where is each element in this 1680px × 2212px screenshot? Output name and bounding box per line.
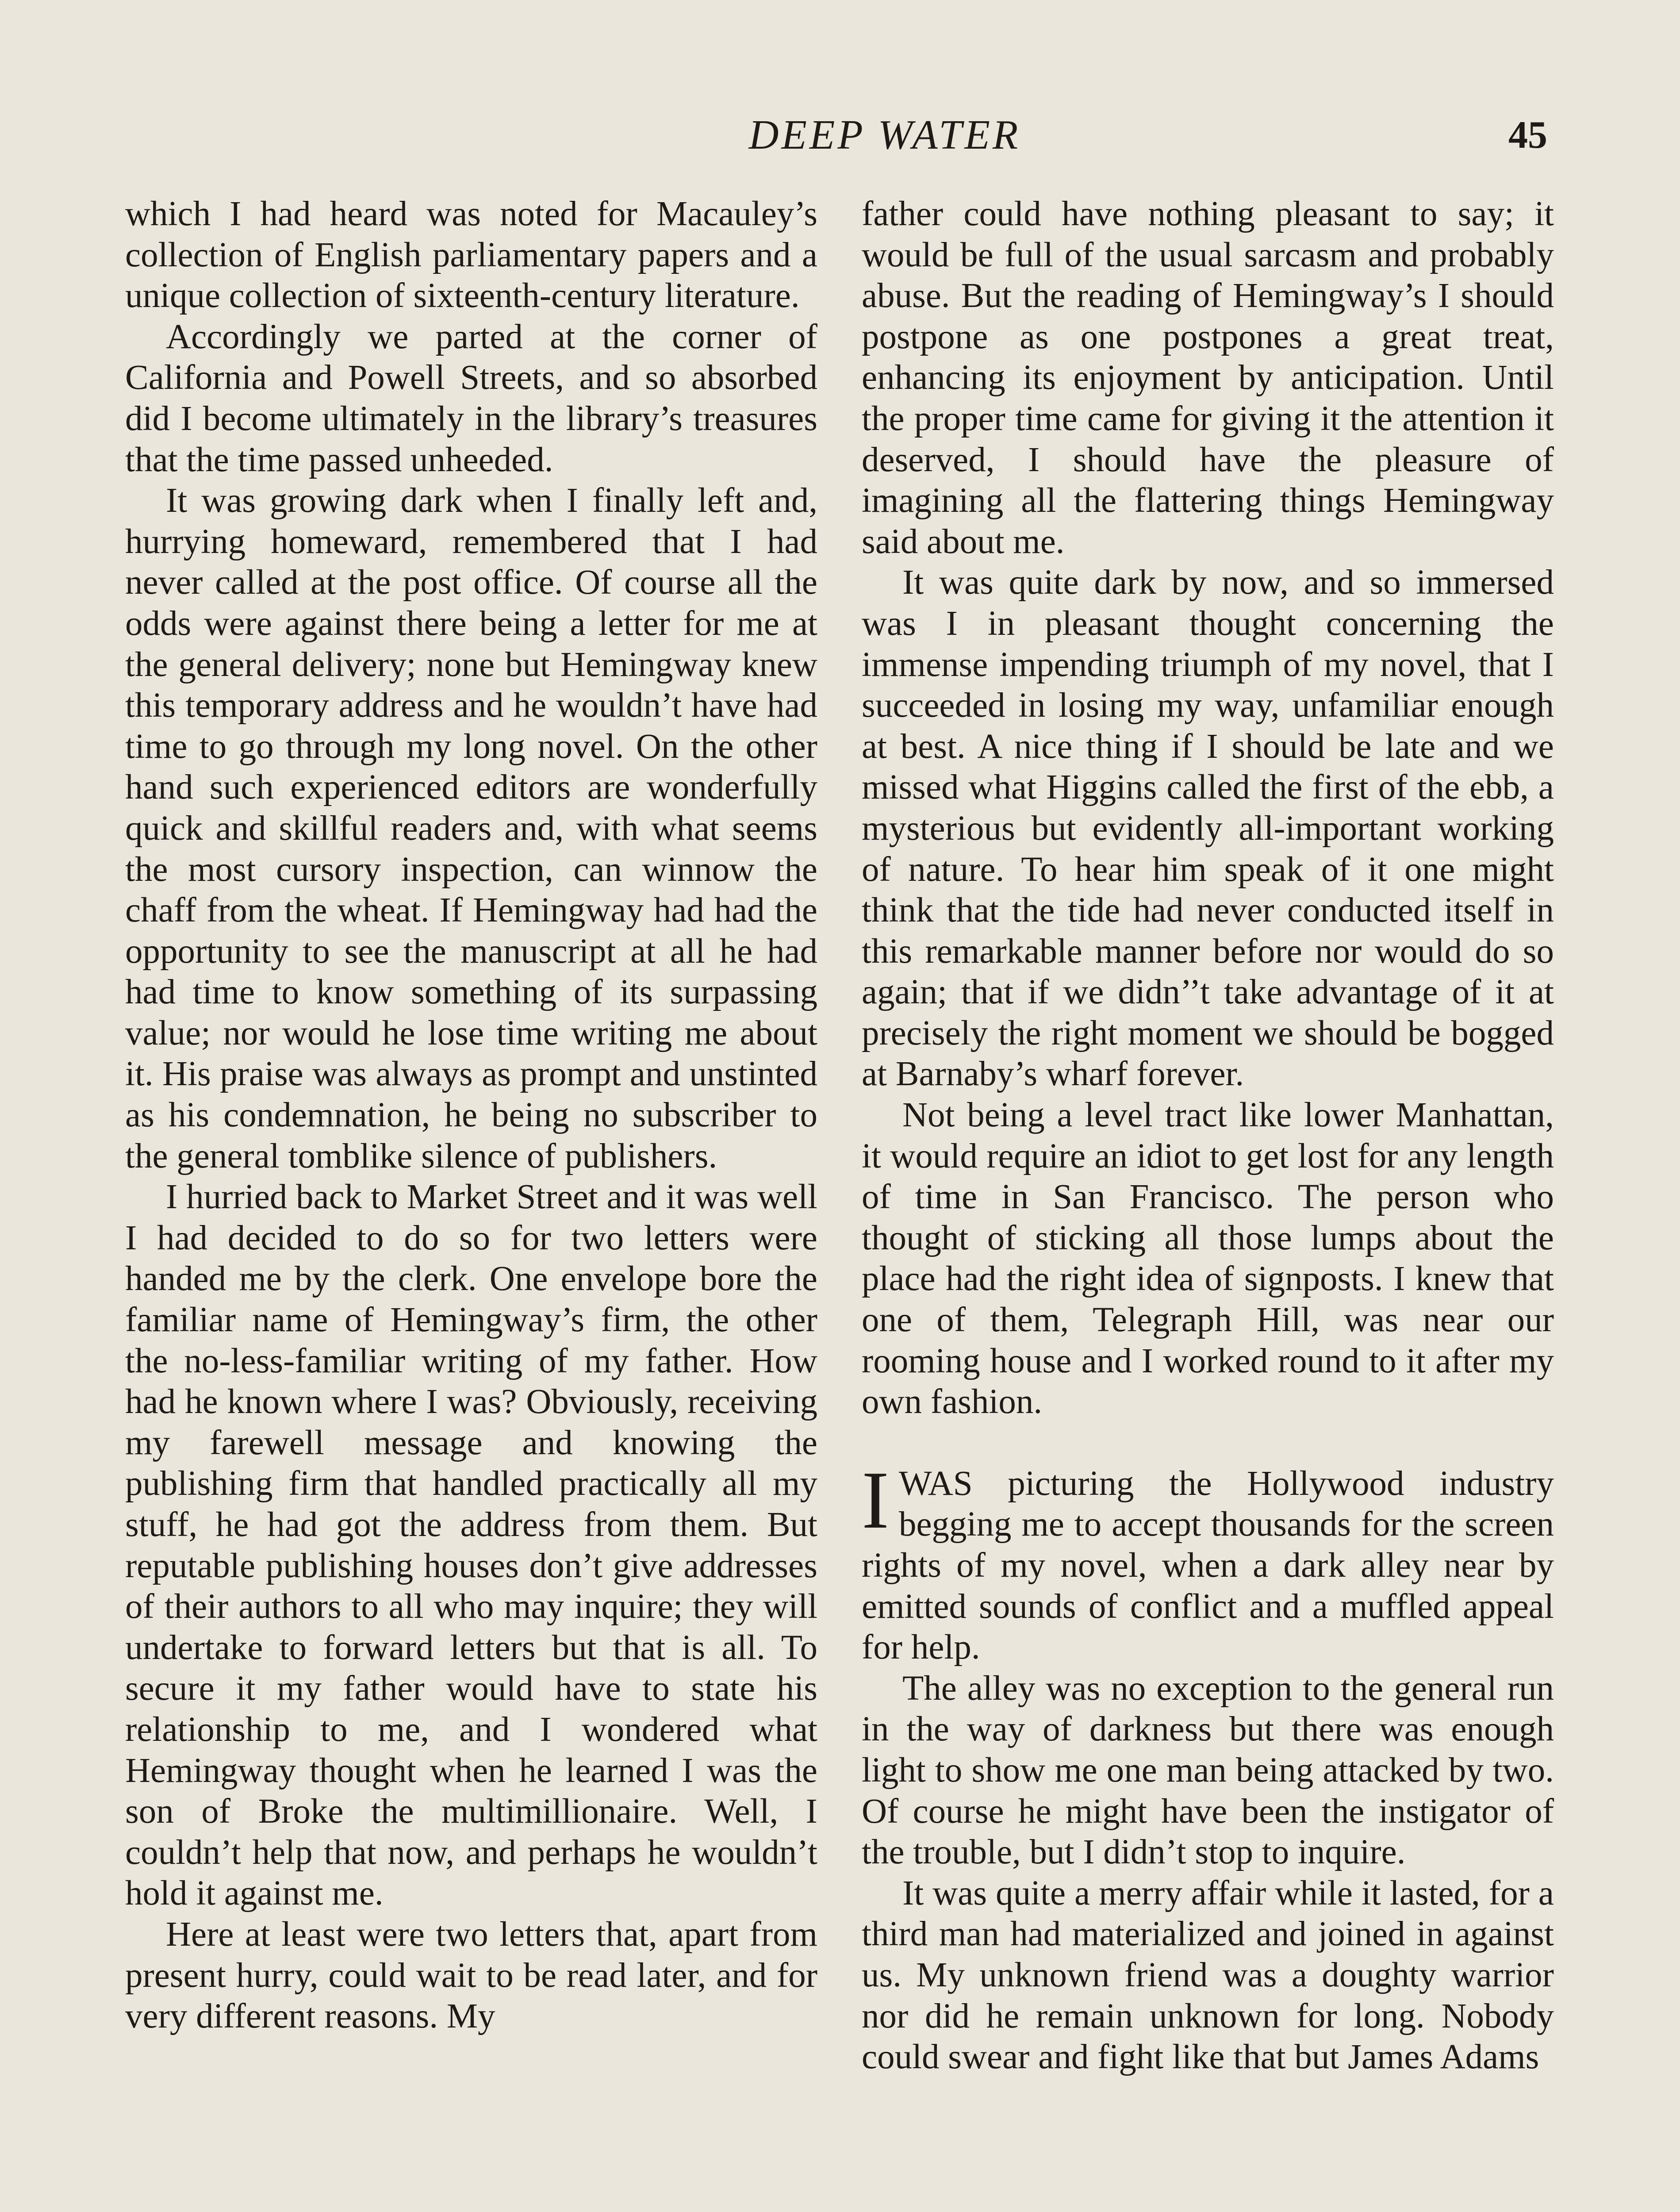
section-opening-text: WAS picturing the Hollywood industry begging me to accept thousands for the screen rights of my novel, when a dark alley near by emitted sounds of conflict and a muffled appeal for help. xyxy=(862,1464,1554,1667)
paragraph: father could have nothing pleasant to say; it would be full of the usual sarcasm and probably abuse. But the reading of Hemingway’s I should postpone as one postpones a great treat, enhancing its enjoyment by anticipation. Until the proper time came for giving it the attention it deserved, I should have the pleasure of imagining all the flattering things Hemingway said about me. xyxy=(862,195,1554,561)
running-title: DEEP WATER xyxy=(748,112,1021,158)
section-opening-paragraph xyxy=(862,1454,1554,1668)
page-number: 45 xyxy=(1508,114,1547,157)
drop-cap: I xyxy=(862,1454,889,1546)
paragraph: which I had heard was noted for Macauley’s collection of English parliamentary papers and a unique collection of sixteenth-century literature. xyxy=(125,195,817,315)
paragraph: Accordingly we parted at the corner of California and Powell Streets, and so absorbed did I become ultimately in the library’s treasures that the time passed unheeded. xyxy=(125,317,817,479)
paragraph: Not being a level tract like lower Manhattan, it would require an idiot to get lost for any length of time in San Francisco. The person who thought of sticking all those lumps about the place had the right idea of signposts. I knew that one of them, Telegraph Hill, was near our rooming house and I worked round to it after my own fashion. xyxy=(862,1096,1554,1421)
paragraph: Here at least were two letters that, apart from present hurry, could wait to be read later, and for very different reasons. My xyxy=(125,1915,817,2036)
section-break xyxy=(862,1423,1554,1463)
paragraph: It was quite dark by now, and so immersed was I in pleasant thought concerning the immense impending triumph of my novel, that I succeeded in losing my way, unfamiliar enough at best. A nice thing if I should be late and we missed what Higgins called the first of the ebb, a mysterious but evidently all-important working of nature. To hear him speak of it one might think that the tide had never conducted itself in this remarkable manner before nor would do so again; that if we didn’’t take advantage of it at precisely the right moment we should be bogged at Barnaby’s wharf forever. xyxy=(862,563,1554,1094)
paragraph: It was growing dark when I finally left and, hurrying homeward, remembered that I had never called at the post office. Of course all the odds were against there being a letter for me at the general delivery; none but Hemingway knew this temporary address and he wouldn’t have had time to go through my long novel. On the other hand such experienced editors are wonderfully quick and skillful readers and, with what seems the most cursory inspection, can winnow the chaff from the wheat. If Hemingway had had the opportunity to see the manuscript at all he had had time to know something of its surpassing value; nor would he lose time writing me about it. His praise was always as prompt and unstinted as his condemnation, he being no subscriber to the general tomblike silence of publishers. xyxy=(125,481,817,1175)
left-column xyxy=(125,194,817,2037)
paragraph: The alley was no exception to the general run in the way of darkness but there was enough light to show me one man being attacked by two. Of course he might have been the instigator of the trouble, but I didn’t stop to inquire. xyxy=(862,1669,1554,1872)
right-column xyxy=(862,194,1554,2078)
paragraph: I hurried back to Market Street and it was well I had decided to do so for two letters were handed me by the clerk. One envelope bore the familiar name of Hemingway’s firm, the other the no-less-familiar writing of my father. How had he known where I was? Obviously, receiving my farewell message and knowing the publishing firm that handled practically all my stuff, he had got the address from them. But reputable publishing houses don’t give addresses of their authors to all who may inquire; they will undertake to forward letters but that is all. To secure it my father would have to state his relationship to me, and I wondered what Hemingway thought when he learned I was the son of Broke the multimillionaire. Well, I couldn’t help that now, and perhaps he wouldn’t hold it against me. xyxy=(125,1178,817,1913)
paragraph: It was quite a merry affair while it lasted, for a third man had materialized and joined in against us. My unknown friend was a doughty warrior nor did he remain unknown for long. Nobody could swear and fight like that but James Adams xyxy=(862,1874,1554,2077)
